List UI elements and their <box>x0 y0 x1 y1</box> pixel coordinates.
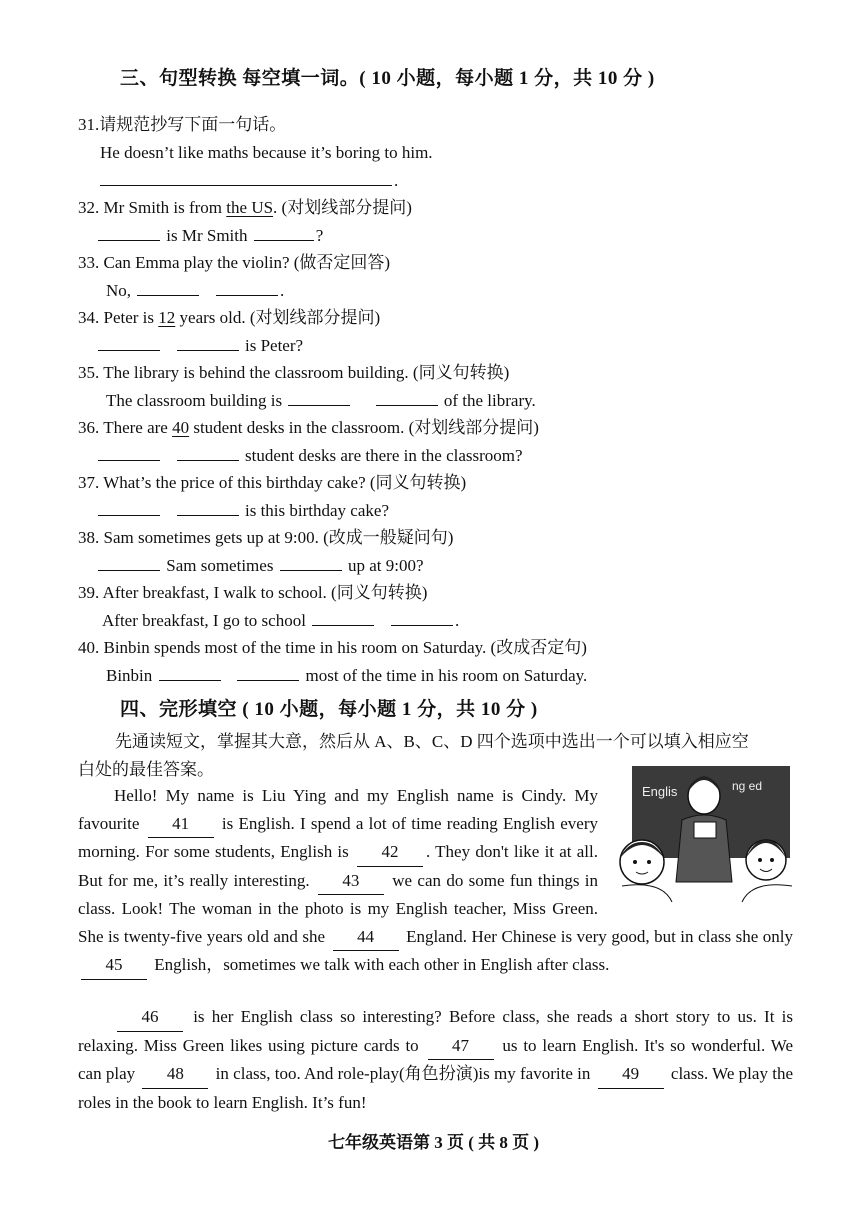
q32-answer: is Mr Smith ? <box>96 225 323 247</box>
q31-sentence: He doesn’t like maths because it’s boring to him. <box>100 143 433 162</box>
cloze-paragraph-1: Hello! My name is Liu Ying and my English name is Cindy. My favourite 41 is English. I spend a lot of time reading English every morning. For some students, English is 42 . They don't like it at all. But for me, it’s really interesting. 43 we can do some fun things in class. Look! The woman in the photo is my English teacher, Miss Green. She is twenty-five years old and she 44 England. Her Chinese is very good, but in class she only 45 English，sometimes we talk with each other in English after class. <box>78 782 793 980</box>
q39-prompt: 39. After breakfast, I walk to school. (同义句转换) <box>78 583 428 602</box>
cloze-instruction-line1: 先通读短文，掌握其大意，然后从 A、B、C、D 四个选项中选出一个可以填入相应空 <box>115 732 749 751</box>
cloze-instruction-line2: 白处的最佳答案。 <box>78 760 214 779</box>
section-4-title: 四、完形填空 ( 10 小题，每小题 1 分，共 10 分 ) <box>120 699 538 720</box>
q31-prompt: 31.请规范抄写下面一句话。 <box>78 115 287 134</box>
q33-prompt: 33. Can Emma play the violin? (做否定回答) <box>78 253 391 272</box>
blank-47: 47 <box>428 1032 494 1061</box>
blank-48: 48 <box>142 1060 208 1089</box>
q36-prompt: 36. There are 40 student desks in the classroom. (对划线部分提问) <box>78 418 539 437</box>
q38-answer: Sam sometimes up at 9:00? <box>96 555 424 577</box>
blank-41: 41 <box>148 810 214 839</box>
board-text-right: ng ed <box>732 779 763 793</box>
cloze-paragraph-2: 46 is her English class so interesting? Before class, she reads a short story to us. It is relaxing. Miss Green likes using picture cards to 47 us to learn English. It's so wonderful. We can play 48 in class, too. And role-play(角色扮演)is my favorite in 49 class. We play the roles in the book to learn English. It’s fun! <box>78 1003 793 1116</box>
blank-44: 44 <box>333 923 399 952</box>
blank-45: 45 <box>81 951 147 980</box>
q38-prompt: 38. Sam sometimes gets up at 9:00. (改成一般疑问句) <box>78 528 454 547</box>
q33-answer: No, . <box>106 281 285 300</box>
blank-49: 49 <box>598 1060 664 1089</box>
q32-prompt: 32. Mr Smith is from the US. (对划线部分提问) <box>78 198 412 217</box>
q37-answer: is this birthday cake? <box>96 500 389 522</box>
q35-answer: The classroom building is of the library. <box>106 391 536 410</box>
q34-answer: is Peter? <box>96 335 303 357</box>
q39-answer: After breakfast, I go to school . <box>102 611 460 630</box>
q40-prompt: 40. Binbin spends most of the time in his room on Saturday. (改成否定句) <box>78 638 587 657</box>
q31-answer-line: . <box>98 170 398 192</box>
q36-answer: student desks are there in the classroom? <box>96 445 523 467</box>
board-text-left: Englis <box>642 784 678 799</box>
blank-42: 42 <box>357 838 423 867</box>
q34-prompt: 34. Peter is 12 years old. (对划线部分提问) <box>78 308 381 327</box>
section-3-title: 三、句型转换 每空填一词。( 10 小题，每小题 1 分，共 10 分 ) <box>120 68 655 89</box>
blank-43: 43 <box>318 867 384 896</box>
page-footer: 七年级英语第 3 页 ( 共 8 页 ) <box>327 1133 540 1152</box>
q40-answer: Binbin most of the time in his room on Saturday. <box>106 666 588 685</box>
q35-prompt: 35. The library is behind the classroom building. (同义句转换) <box>78 363 510 382</box>
blank-46: 46 <box>117 1003 183 1032</box>
q37-prompt: 37. What’s the price of this birthday cake? (同义句转换) <box>78 473 467 492</box>
